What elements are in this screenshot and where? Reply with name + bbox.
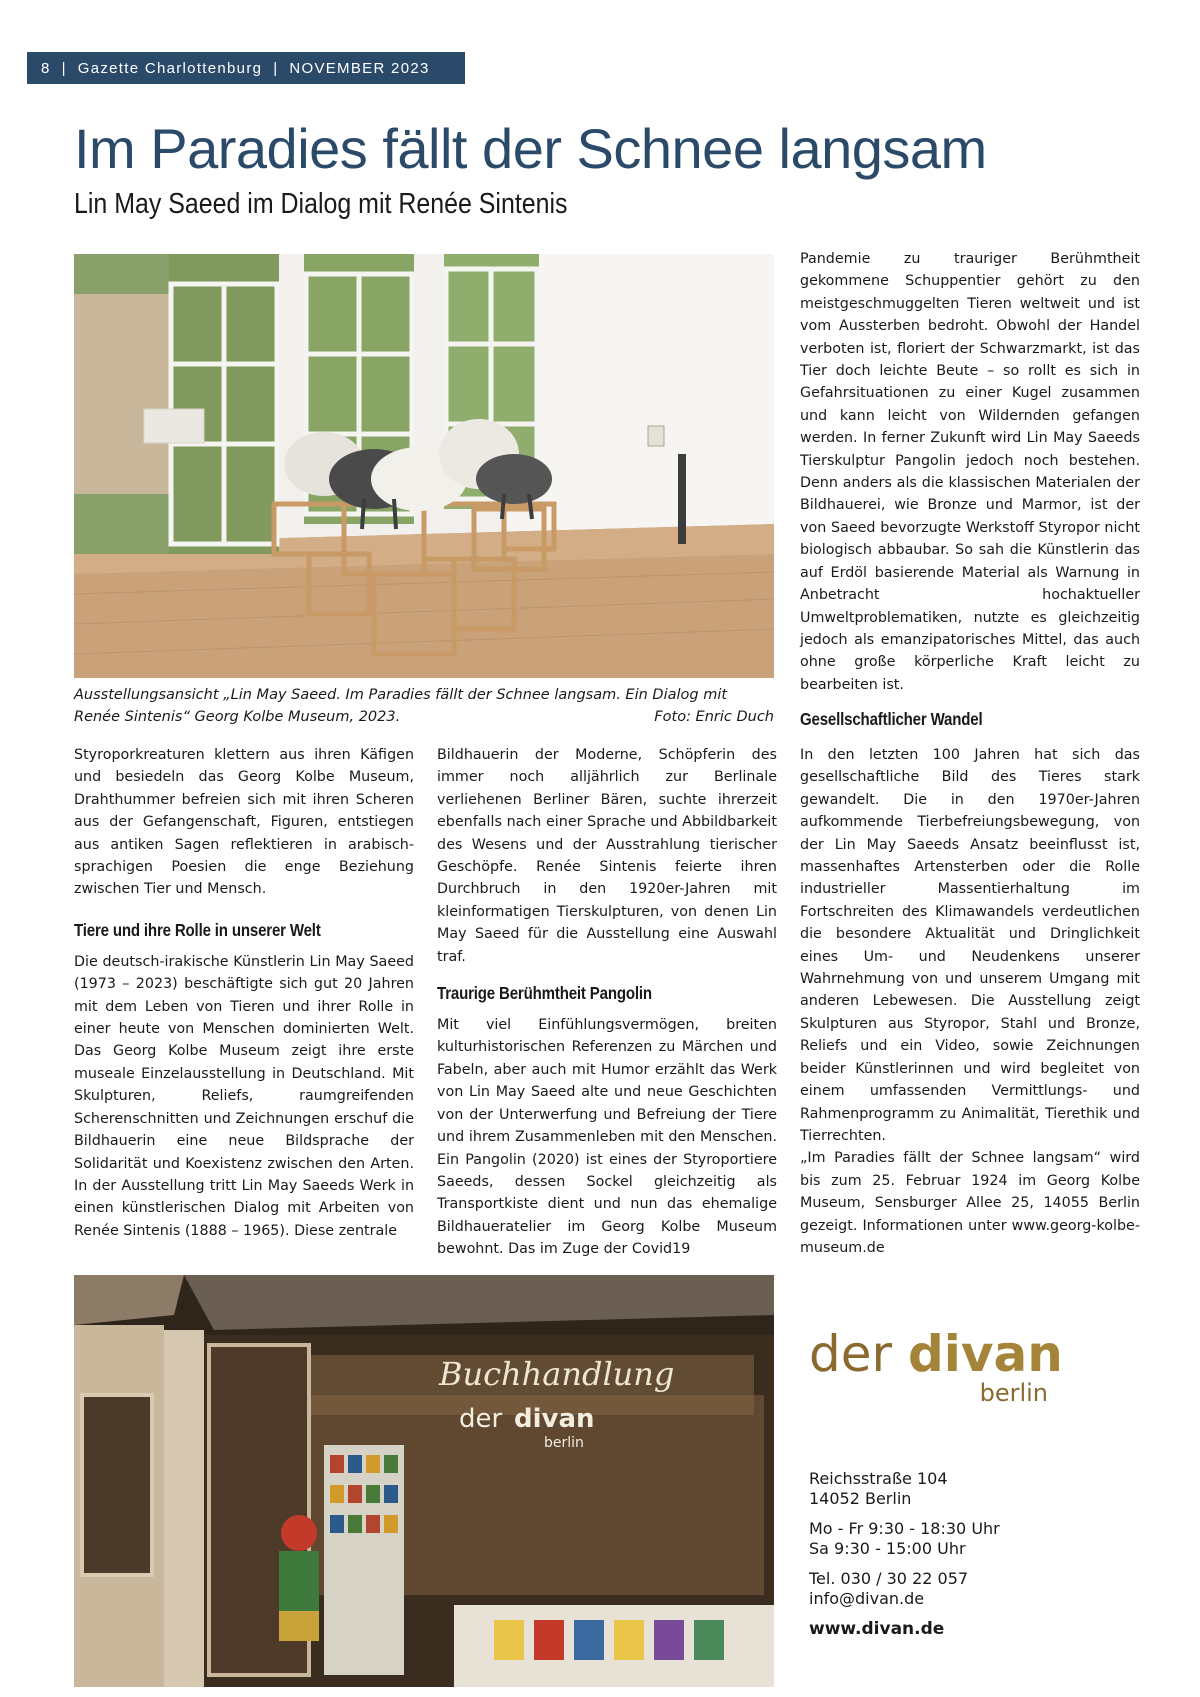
bookshop-photo-graphic <box>74 1275 774 1687</box>
paragraph: In den letzten 100 Jahren hat sich das gesellschaftliche Bild des Tieres stark gewandelt. Die in den 1970er-Jahren aufkommende Tierbefreiungsbewegung, von der Lin May Saeeds Ansatz beeinflusst ist, massenhaftes Artensterben oder die Rolle industrieller Massentierhaltung im Fortschreiten des Klimawandels verdeutlichen die besondere Aktualität und Dringlichkeit eines Um- und Neudenkens unserer Wahrnehmung von und unserem Umgang mit anderen Lebewesen. Die Ausstellung zeigt Skulpturen aus Styropor, Stahl und Bronze, Reliefs und ein Video, sowie Zeichnungen beider Künstlerinnen und wird begleitet von einem umfassenden Vermittlungs- und Rahmenprogramm zu Animalität, Tierethik und Tierrechten. <box>800 747 1140 1144</box>
logo-der: der <box>809 1325 893 1383</box>
divan-logo <box>809 1327 1063 1381</box>
exhibition-photo-graphic <box>74 254 774 678</box>
shop-zip-city: 14052 Berlin <box>809 1489 912 1508</box>
paragraph: Styroporkreaturen klettern aus ihren Käfigen und besiedeln das Georg Kolbe Museum, Drahthummer befreien sich mit ihren Scheren aus der Gefangenschaft, Figuren, entstiegen aus antiken Sagen reflektieren in arabisch-sprachigen Poesien die enge Beziehung zwischen Tier und Mensch. <box>74 747 414 898</box>
article-column-3-top <box>800 248 1140 730</box>
shop-street: Reichsstraße 104 <box>809 1469 948 1488</box>
photo-caption <box>74 684 774 728</box>
section-heading: Tiere und ihre Rolle in unserer Welt <box>74 919 321 940</box>
paragraph: Pandemie zu trauriger Berühmtheit gekommene Schuppentier gehört zu den meistgeschmuggelten Tieren weltweit und ist vom Aussterben bedroht. Obwohl der Handel verboten ist, floriert der Schwarzmarkt, ist das Tier doch leichte Beute – so rollt es sich in Gefahrsituationen zu einer Kugel zusammen und kann leicht von Wildernden gefangen werden. In ferner Zukunft wird Lin May Saeeds Tierskulptur Pangolin jedoch noch bestehen. Denn anders als die klassischen Materialen der Bildhauerei, wie Bronze und Marmor, ist der von Saeed bevorzugte Werkstoff Styropor nicht biologisch abbaubar. So sah die Künstlerin das auf Erdöl basierende Material als Warnung in Anbetracht hochaktueller Umweltproblematiken, nutzte es gleichzeitig jedoch als emanzipatorisches Mittel, das auch ohne große körperliche Kraft leicht zu bearbeiten ist. <box>800 251 1140 693</box>
shop-sign-der: der <box>459 1404 503 1434</box>
shop-website[interactable]: www.divan.de <box>809 1619 945 1639</box>
paragraph: Die deutsch-irakische Künstlerin Lin May Saeed (1973 – 2023) beschäftigte sich gut 20 Jahren mit dem Leben von Tieren und ihrer Rolle in einer heute von Menschen dominierten Welt. Das Georg Kolbe Museum zeigt ihre erste museale Einzelausstellung in Deutschland. Mit Skulpturen, Reliefs, raumgreifenden Scherenschnitten und Zeichnungen erschuf die Bildhauerin eine neue Bildsprache der Solidarität und Koexistenz zwischen den Arten. In der Ausstellung tritt Lin May Saeeds Werk in einen künstlerischen Dialog mit Arbeiten von Renée Sintenis (1888 – 1965). Diese zentrale <box>74 953 414 1239</box>
publication-name: Gazette Charlottenburg <box>77 59 263 77</box>
shop-sign-city: berlin <box>544 1435 584 1451</box>
shop-sign-divan: divan <box>514 1404 595 1434</box>
exhibition-photo <box>74 254 774 678</box>
page-number: 8 <box>41 59 51 77</box>
section-heading: Gesellschaftlicher Wandel <box>800 709 983 730</box>
article-headline: Im Paradies fällt der Schnee langsam <box>74 117 987 180</box>
issue-date: NOVEMBER 2023 <box>289 59 430 77</box>
paragraph: „Im Paradies fällt der Schnee langsam“ wird bis zum 25. Februar 1924 im Georg Kolbe Museum, Sensburger Allee 25, 14055 Berlin gezeigt. Informationen unter www.georg-kolbe-museum.de <box>800 1150 1140 1256</box>
shop-sign-script: Buchhandlung <box>439 1355 675 1393</box>
caption-text: Ausstellungsansicht „Lin May Saeed. Im Paradies fällt der Schnee langsam. Ein Dialog mit Renée Sintenis“ Georg Kolbe Museum, 2023. <box>74 687 728 725</box>
article-subheadline: Lin May Saeed im Dialog mit Renée Sintenis <box>74 188 568 220</box>
logo-city: berlin <box>979 1379 1048 1407</box>
shop-hours-saturday: Sa 9:30 - 15:00 Uhr <box>809 1539 966 1558</box>
header-separator: | <box>61 59 67 77</box>
header-separator-2: | <box>273 59 279 77</box>
article-column-1 <box>74 744 414 1242</box>
bookshop-photo <box>74 1275 774 1687</box>
photo-credit: Foto: Enric Duch <box>654 709 774 725</box>
shop-phone: Tel. 030 / 30 22 057 <box>809 1569 969 1588</box>
shop-contact-info <box>809 1469 1000 1639</box>
paragraph: Bildhauerin der Moderne, Schöpferin des immer noch alljährlich zur Berlinale verliehenen Berliner Bären, suchte ihrerzeit ebenfalls nach einer Sprache und Abbildbarkeit des Wesens und der Ausstrahlung tierischer Geschöpfe. Renée Sintenis feierte ihren Durchbruch in den 1920er-Jahren mit kleinformatigen Tierskulpturen, von denen Lin May Saeed für die Ausstellung eine Auswahl traf. <box>437 747 777 965</box>
page-header <box>27 52 465 84</box>
article-column-2 <box>437 744 777 1261</box>
paragraph: Mit viel Einfühlungsvermögen, breiten kulturhistorischen Referenzen zu Märchen und Fabeln, aber auch mit Humor erzählt das Werk von Lin May Saeed alte und neue Geschichten von der Unterwerfung und Befreiung der Tiere und ihrem Zusammenleben mit den Menschen. Ein Pangolin (2020) ist eines der Styroportiere Saeeds, dessen Sockel gleichzeitig als Transportkiste dient und nun das ehemalige Bildhaueratelier im Georg Kolbe Museum bewohnt. Das im Zuge der Covid19 <box>437 1017 777 1258</box>
logo-divan: divan <box>907 1325 1063 1383</box>
bookshop-ad <box>774 1275 1140 1687</box>
shop-email[interactable]: info@divan.de <box>809 1589 925 1608</box>
shop-hours-weekday: Mo - Fr 9:30 - 18:30 Uhr <box>809 1519 1000 1538</box>
section-heading: Traurige Berühmtheit Pangolin <box>437 983 652 1004</box>
article-column-3 <box>800 744 1140 1259</box>
